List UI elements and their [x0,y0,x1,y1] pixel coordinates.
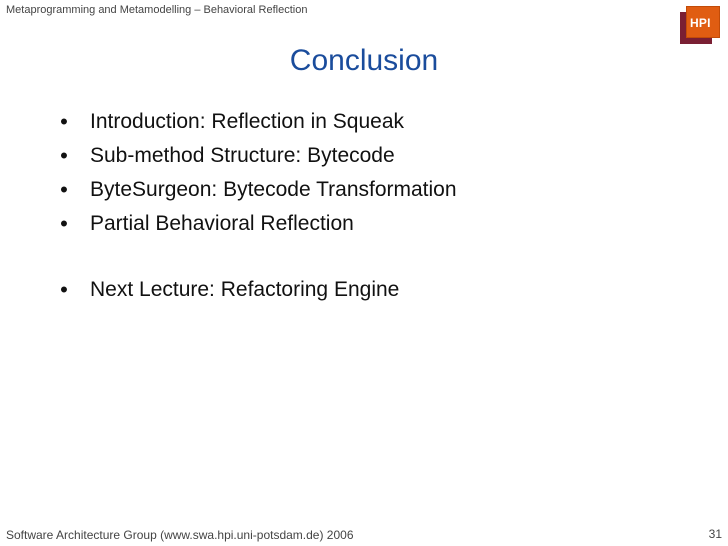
bullet-item [58,108,698,142]
bullet-list [58,108,698,310]
footer-text: Software Architecture Group (www.swa.hpi.uni-potsdam.de) 2006 [6,528,354,542]
bullet-spacer [58,244,698,276]
bullet-item [58,210,698,244]
bullet-text: Introduction: Reflection in Squeak [90,110,405,133]
bullet-text: Next Lecture: Refactoring Engine [90,278,400,301]
bullet-text: ByteSurgeon: Bytecode Transformation [90,178,457,201]
bullet-icon: • [60,177,68,202]
header-title: Metaprogramming and Metamodelling – Behavioral Reflection [6,4,308,16]
slide-title [0,44,728,78]
bullet-icon: • [60,109,68,134]
bullet-text: Sub-method Structure: Bytecode [90,144,395,167]
bullet-icon: • [60,277,68,302]
bullet-item [58,276,698,310]
bullet-text: Partial Behavioral Reflection [90,212,354,235]
bullet-item [58,142,698,176]
bullet-item [58,176,698,210]
page-number: 31 [708,527,722,541]
logo-text: HPI [690,16,711,30]
hpi-logo [680,4,720,44]
bullet-icon: • [60,143,68,168]
slide-title-text: Conclusion [289,44,439,77]
bullet-icon: • [60,211,68,236]
